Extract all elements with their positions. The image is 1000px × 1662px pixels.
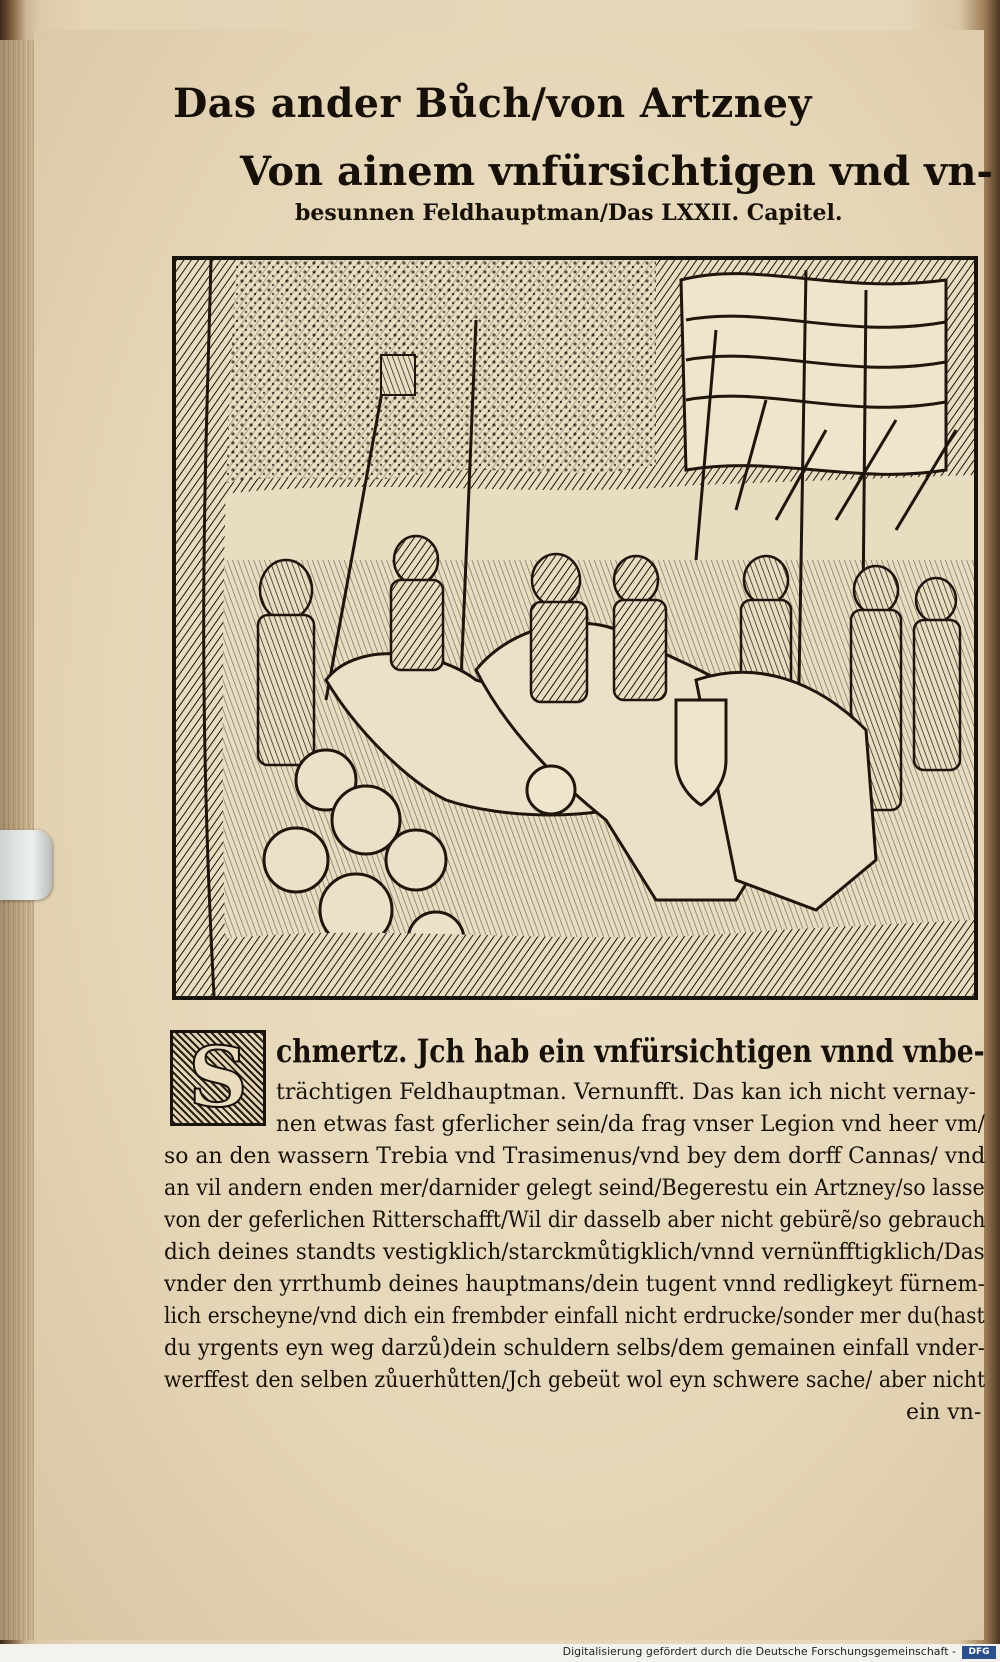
body-line-2: trächtigen Feldhauptman. Vernunfft. Das kan ich nicht vernay- [276,1080,976,1105]
body-line-3: nen etwas fast gferlicher sein/da frag vnser Legion vnd heer vm/ [276,1112,985,1137]
catchword: ein vn- [906,1400,982,1425]
body-line-11: werffest den selben zůuerhůtten/Jch gebeüt wol eyn schwere sache/ aber nicht [164,1368,986,1393]
chapter-subtitle: besunnen Feldhauptman/Das LXXII. Capitel. [295,200,843,226]
body-line-4: so an den wassern Trebia vnd Trasimenus/vnd bey dem dorff Cannas/ vnd [164,1144,986,1169]
initial-letter: S [188,1030,248,1126]
woodcut-drawing [176,260,974,996]
body-line-9: lich erscheyne/vnd dich ein frembder einfall nicht erdrucke/sonder mer du(hast [164,1304,985,1329]
body-line-5: an vil andern enden mer/darnider gelegt seind/Begerestu ein Artzney/so lasse [164,1176,985,1201]
body-line-1: chmertz. Jch hab ein vnfürsichtigen vnnd vnbe- [276,1032,985,1070]
page-clip [0,830,52,900]
body-line-8: vnder den yrrthumb deines hauptmans/dein tugent vnnd redligkeyt fürnem- [164,1272,985,1297]
running-head: Das ander Bůch/von Artzney [173,80,812,127]
woodcut-illustration [172,256,978,1000]
body-line-10: du yrgents eyn weg darzů)dein schuldern selbs/dem gemainen einfall vnder- [164,1336,985,1361]
dfg-logo: DFG [962,1646,996,1659]
decorated-initial [170,1030,266,1126]
body-line-7: dich deines standts vestigklich/starckmůtigklich/vnnd vernünfftigklich/Das [164,1240,985,1265]
chapter-title: Von ainem vnfürsichtigen vnd vn- [240,148,994,195]
body-line-6: von der geferlichen Ritterschafft/Wil dir dasselb aber nicht gebürẽ/so gebrauch [164,1208,986,1233]
footer-credit: Digitalisierung gefördert durch die Deutsche Forschungsgemeinschaft - [562,1645,956,1658]
